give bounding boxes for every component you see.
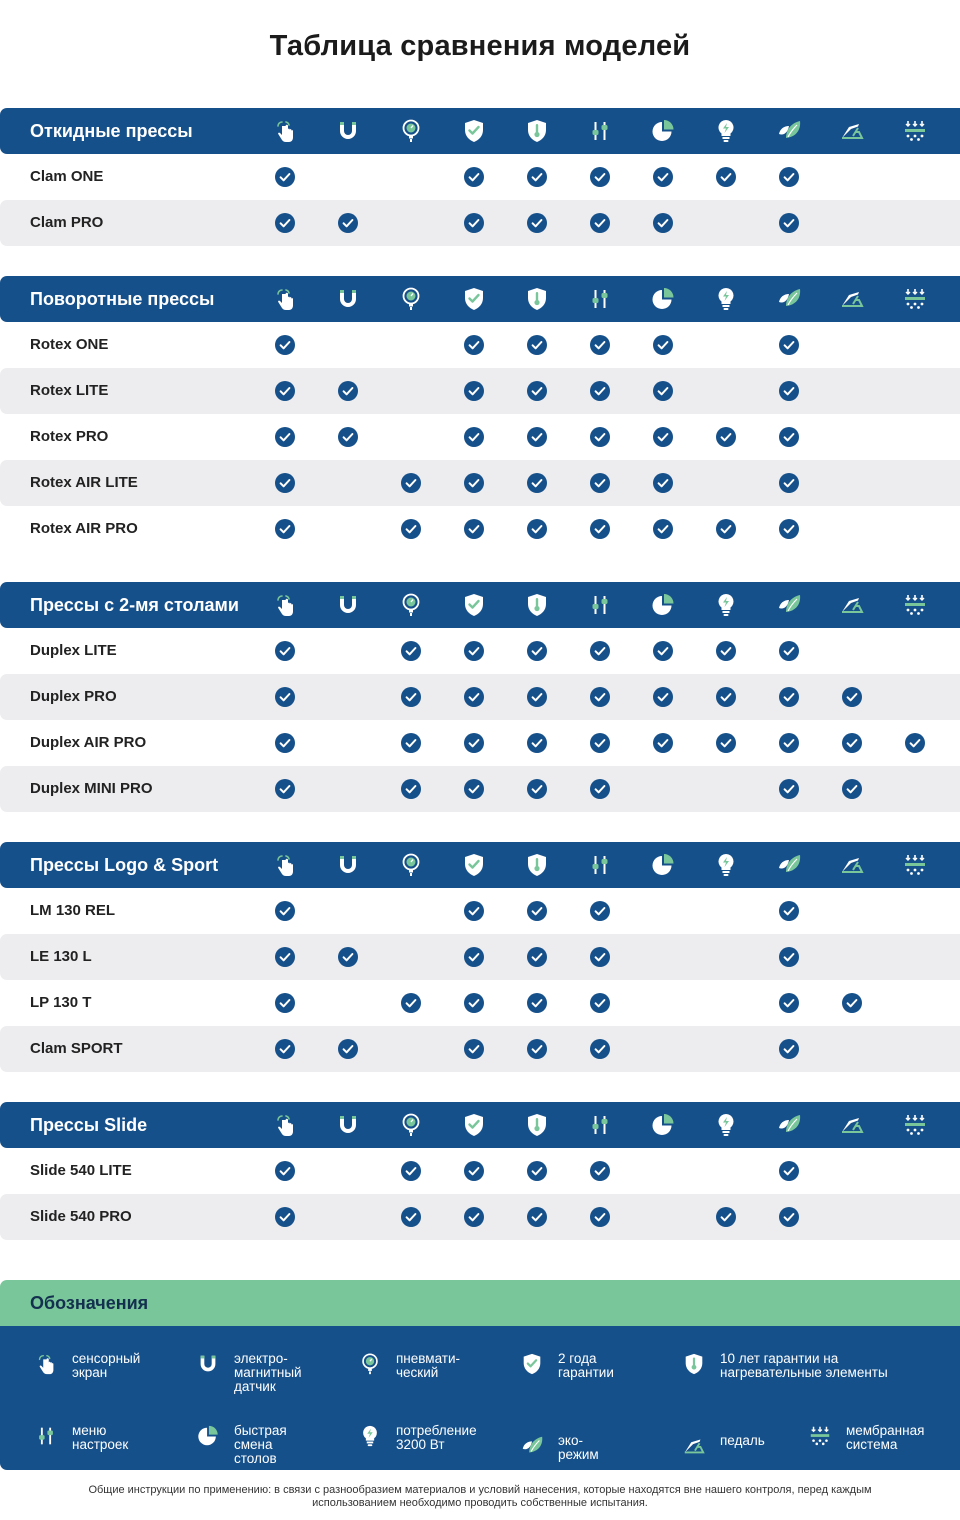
check-icon <box>779 519 799 539</box>
legend-title: Обозначения <box>30 1293 149 1313</box>
section-header <box>0 1102 960 1148</box>
check-icon <box>401 779 421 799</box>
table-row <box>0 414 960 460</box>
section <box>0 108 960 246</box>
thermometer-shield-icon <box>524 1112 550 1138</box>
model-name: Clam ONE <box>30 168 104 185</box>
legend-label: быстрая смена столов <box>234 1423 287 1466</box>
check-icon <box>464 779 484 799</box>
model-name: Slide 540 PRO <box>30 1208 132 1225</box>
settings-sliders-icon <box>587 1112 613 1138</box>
check-icon <box>464 335 484 355</box>
check-icon <box>275 687 295 707</box>
model-name: Slide 540 LITE <box>30 1162 132 1179</box>
table-row <box>0 766 960 812</box>
bulb-bolt-icon <box>713 118 739 144</box>
check-icon <box>464 1207 484 1227</box>
leaf-icon <box>776 852 802 878</box>
check-icon <box>590 687 610 707</box>
check-icon <box>464 473 484 493</box>
check-icon <box>653 167 673 187</box>
magnet-icon <box>335 852 361 878</box>
check-icon <box>464 381 484 401</box>
pie-chart-icon <box>196 1424 220 1448</box>
legend-label: потребление 3200 Вт <box>396 1423 477 1452</box>
model-name: Duplex MINI PRO <box>30 780 153 797</box>
check-icon <box>779 213 799 233</box>
page-title: Таблица сравнения моделей <box>269 30 691 62</box>
pie-chart-icon <box>650 592 676 618</box>
table-row <box>0 628 960 674</box>
check-icon <box>590 381 610 401</box>
pedal-icon <box>839 592 865 618</box>
check-icon <box>590 167 610 187</box>
check-icon <box>401 519 421 539</box>
check-icon <box>779 947 799 967</box>
bulb-bolt-icon <box>713 1112 739 1138</box>
check-icon <box>275 641 295 661</box>
model-name: Rotex LITE <box>30 382 109 399</box>
model-name: Duplex PRO <box>30 688 117 705</box>
check-icon <box>590 1039 610 1059</box>
check-icon <box>464 167 484 187</box>
membrane-icon <box>902 592 928 618</box>
bulb-bolt-icon <box>713 852 739 878</box>
check-icon <box>842 993 862 1013</box>
model-name: LE 130 L <box>30 948 92 965</box>
table-row <box>0 1148 960 1194</box>
check-icon <box>842 733 862 753</box>
magnet-icon <box>335 286 361 312</box>
pedal-icon <box>682 1434 706 1458</box>
check-icon <box>464 687 484 707</box>
check-icon <box>590 213 610 233</box>
check-icon <box>275 1207 295 1227</box>
check-icon <box>590 779 610 799</box>
thermometer-shield-icon <box>524 286 550 312</box>
check-icon <box>464 1161 484 1181</box>
check-icon <box>275 427 295 447</box>
table-row <box>0 1026 960 1072</box>
legend-label: эко-режим <box>558 1433 599 1462</box>
model-name: Clam SPORT <box>30 1040 123 1057</box>
model-name: Rotex AIR LITE <box>30 474 138 491</box>
check-icon <box>653 733 673 753</box>
check-icon <box>779 335 799 355</box>
touch-screen-icon <box>272 592 298 618</box>
legend-label: педаль <box>720 1433 765 1448</box>
check-icon <box>590 993 610 1013</box>
section <box>0 276 960 552</box>
check-icon <box>275 779 295 799</box>
check-icon <box>653 641 673 661</box>
touch-screen-icon <box>34 1352 58 1376</box>
pneumatic-icon <box>398 286 424 312</box>
check-icon <box>464 993 484 1013</box>
pneumatic-icon <box>398 118 424 144</box>
check-icon <box>338 1039 358 1059</box>
pie-chart-icon <box>650 852 676 878</box>
check-icon <box>590 901 610 921</box>
section-title: Прессы Slide <box>30 1115 148 1135</box>
check-icon <box>275 947 295 967</box>
check-icon <box>590 641 610 661</box>
check-icon <box>716 687 736 707</box>
section-title: Откидные прессы <box>30 121 193 141</box>
check-icon <box>527 473 547 493</box>
pedal-icon <box>839 1112 865 1138</box>
check-icon <box>527 381 547 401</box>
model-name: LM 130 REL <box>30 902 116 919</box>
check-icon <box>527 687 547 707</box>
table-row <box>0 888 960 934</box>
check-icon <box>779 1161 799 1181</box>
check-icon <box>653 381 673 401</box>
check-icon <box>590 335 610 355</box>
touch-screen-icon <box>272 852 298 878</box>
check-icon <box>527 993 547 1013</box>
membrane-icon <box>902 1112 928 1138</box>
table-row <box>0 368 960 414</box>
check-icon <box>401 641 421 661</box>
magnet-icon <box>196 1352 220 1376</box>
shield-check-icon <box>461 1112 487 1138</box>
section <box>0 1102 960 1240</box>
check-icon <box>275 733 295 753</box>
check-icon <box>779 1039 799 1059</box>
check-icon <box>590 733 610 753</box>
table-row <box>0 674 960 720</box>
section <box>0 842 960 1072</box>
check-icon <box>464 733 484 753</box>
thermometer-shield-icon <box>682 1352 706 1376</box>
check-icon <box>464 427 484 447</box>
pie-chart-icon <box>650 1112 676 1138</box>
table-row <box>0 720 960 766</box>
check-icon <box>653 213 673 233</box>
check-icon <box>527 213 547 233</box>
check-icon <box>338 381 358 401</box>
check-icon <box>590 1207 610 1227</box>
model-name: Rotex AIR PRO <box>30 520 138 537</box>
check-icon <box>779 993 799 1013</box>
check-icon <box>779 1207 799 1227</box>
check-icon <box>842 779 862 799</box>
check-icon <box>401 993 421 1013</box>
check-icon <box>527 1039 547 1059</box>
check-icon <box>275 381 295 401</box>
check-icon <box>275 901 295 921</box>
shield-check-icon <box>461 852 487 878</box>
shield-check-icon <box>461 286 487 312</box>
check-icon <box>464 901 484 921</box>
check-icon <box>653 519 673 539</box>
pedal-icon <box>839 286 865 312</box>
check-icon <box>401 687 421 707</box>
check-icon <box>779 641 799 661</box>
leaf-icon <box>776 286 802 312</box>
check-icon <box>464 641 484 661</box>
check-icon <box>653 473 673 493</box>
check-icon <box>590 1161 610 1181</box>
shield-check-icon <box>461 118 487 144</box>
check-icon <box>338 213 358 233</box>
legend-label: 2 года гарантии <box>558 1351 614 1380</box>
section <box>0 582 960 812</box>
check-icon <box>779 687 799 707</box>
check-icon <box>716 733 736 753</box>
model-name: Rotex ONE <box>30 336 109 353</box>
legend-label: 10 лет гарантии на нагревательные элементы <box>720 1351 888 1380</box>
pneumatic-icon <box>398 852 424 878</box>
check-icon <box>275 213 295 233</box>
check-icon <box>716 641 736 661</box>
legend-label: мембранная система <box>846 1423 925 1452</box>
pie-chart-icon <box>650 286 676 312</box>
check-icon <box>716 1207 736 1227</box>
check-icon <box>590 519 610 539</box>
check-icon <box>527 641 547 661</box>
settings-sliders-icon <box>587 286 613 312</box>
legend-label: электро- магнитный датчик <box>234 1351 302 1394</box>
legend-label: сенсорный экран <box>72 1351 141 1380</box>
leaf-icon <box>776 1112 802 1138</box>
check-icon <box>275 167 295 187</box>
check-icon <box>779 167 799 187</box>
bulb-bolt-icon <box>358 1424 382 1448</box>
check-icon <box>779 381 799 401</box>
check-icon <box>527 1207 547 1227</box>
table-row <box>0 506 960 552</box>
settings-sliders-icon <box>587 592 613 618</box>
model-name: LP 130 T <box>30 994 92 1011</box>
pedal-icon <box>839 118 865 144</box>
section-header <box>0 108 960 154</box>
legend-header <box>0 1280 960 1326</box>
check-icon <box>590 427 610 447</box>
check-icon <box>401 473 421 493</box>
check-icon <box>527 733 547 753</box>
check-icon <box>275 1161 295 1181</box>
check-icon <box>653 427 673 447</box>
check-icon <box>401 1161 421 1181</box>
check-icon <box>338 427 358 447</box>
check-icon <box>842 687 862 707</box>
check-icon <box>779 427 799 447</box>
check-icon <box>653 687 673 707</box>
bulb-bolt-icon <box>713 286 739 312</box>
membrane-icon <box>808 1424 832 1448</box>
table-row <box>0 460 960 506</box>
check-icon <box>527 519 547 539</box>
check-icon <box>527 779 547 799</box>
check-icon <box>590 473 610 493</box>
pneumatic-icon <box>398 1112 424 1138</box>
membrane-icon <box>902 118 928 144</box>
section-header <box>0 582 960 628</box>
check-icon <box>464 519 484 539</box>
section-title: Прессы с 2-мя столами <box>30 595 239 615</box>
check-icon <box>779 901 799 921</box>
pneumatic-icon <box>398 592 424 618</box>
shield-check-icon <box>461 592 487 618</box>
check-icon <box>527 901 547 921</box>
check-icon <box>716 167 736 187</box>
check-icon <box>527 167 547 187</box>
check-icon <box>275 993 295 1013</box>
leaf-icon <box>776 592 802 618</box>
pneumatic-icon <box>358 1352 382 1376</box>
check-icon <box>464 1039 484 1059</box>
pie-chart-icon <box>650 118 676 144</box>
settings-sliders-icon <box>587 118 613 144</box>
table-row <box>0 200 960 246</box>
magnet-icon <box>335 118 361 144</box>
touch-screen-icon <box>272 286 298 312</box>
table-row <box>0 1194 960 1240</box>
touch-screen-icon <box>272 1112 298 1138</box>
check-icon <box>527 427 547 447</box>
table-row <box>0 154 960 200</box>
check-icon <box>275 1039 295 1059</box>
check-icon <box>338 947 358 967</box>
section-title: Прессы Logo & Sport <box>30 855 219 875</box>
check-icon <box>779 779 799 799</box>
thermometer-shield-icon <box>524 592 550 618</box>
check-icon <box>716 427 736 447</box>
thermometer-shield-icon <box>524 118 550 144</box>
check-icon <box>527 335 547 355</box>
leaf-icon <box>520 1434 544 1458</box>
check-icon <box>653 335 673 355</box>
settings-sliders-icon <box>34 1424 58 1448</box>
check-icon <box>275 519 295 539</box>
check-icon <box>527 947 547 967</box>
magnet-icon <box>335 592 361 618</box>
table-row <box>0 322 960 368</box>
table-row <box>0 980 960 1026</box>
leaf-icon <box>776 118 802 144</box>
check-icon <box>527 1161 547 1181</box>
legend <box>0 1280 960 1470</box>
check-icon <box>275 473 295 493</box>
section-title: Поворотные прессы <box>30 289 215 309</box>
membrane-icon <box>902 852 928 878</box>
model-name: Duplex AIR PRO <box>30 734 147 751</box>
bulb-bolt-icon <box>713 592 739 618</box>
model-name: Clam PRO <box>30 214 104 231</box>
check-icon <box>401 1207 421 1227</box>
check-icon <box>401 733 421 753</box>
magnet-icon <box>335 1112 361 1138</box>
settings-sliders-icon <box>587 852 613 878</box>
check-icon <box>779 473 799 493</box>
check-icon <box>275 335 295 355</box>
section-header <box>0 276 960 322</box>
check-icon <box>590 947 610 967</box>
legend-label: меню настроек <box>72 1423 129 1452</box>
touch-screen-icon <box>272 118 298 144</box>
check-icon <box>464 947 484 967</box>
shield-check-icon <box>520 1352 544 1376</box>
footnote: Общие инструкции по применению: в связи с разнообразием материалов и условий нанесения, которые находятся вне нашего контроля, перед каждым использованием необходимо проводить собственные испытания. <box>88 1484 872 1509</box>
table-row <box>0 934 960 980</box>
model-name: Rotex PRO <box>30 428 109 445</box>
section-header <box>0 842 960 888</box>
model-name: Duplex LITE <box>30 642 117 659</box>
legend-label: пневмати- ческий <box>396 1351 461 1380</box>
thermometer-shield-icon <box>524 852 550 878</box>
legend-body <box>0 1326 960 1470</box>
check-icon <box>779 733 799 753</box>
check-icon <box>716 519 736 539</box>
pedal-icon <box>839 852 865 878</box>
check-icon <box>905 733 925 753</box>
membrane-icon <box>902 286 928 312</box>
check-icon <box>464 213 484 233</box>
